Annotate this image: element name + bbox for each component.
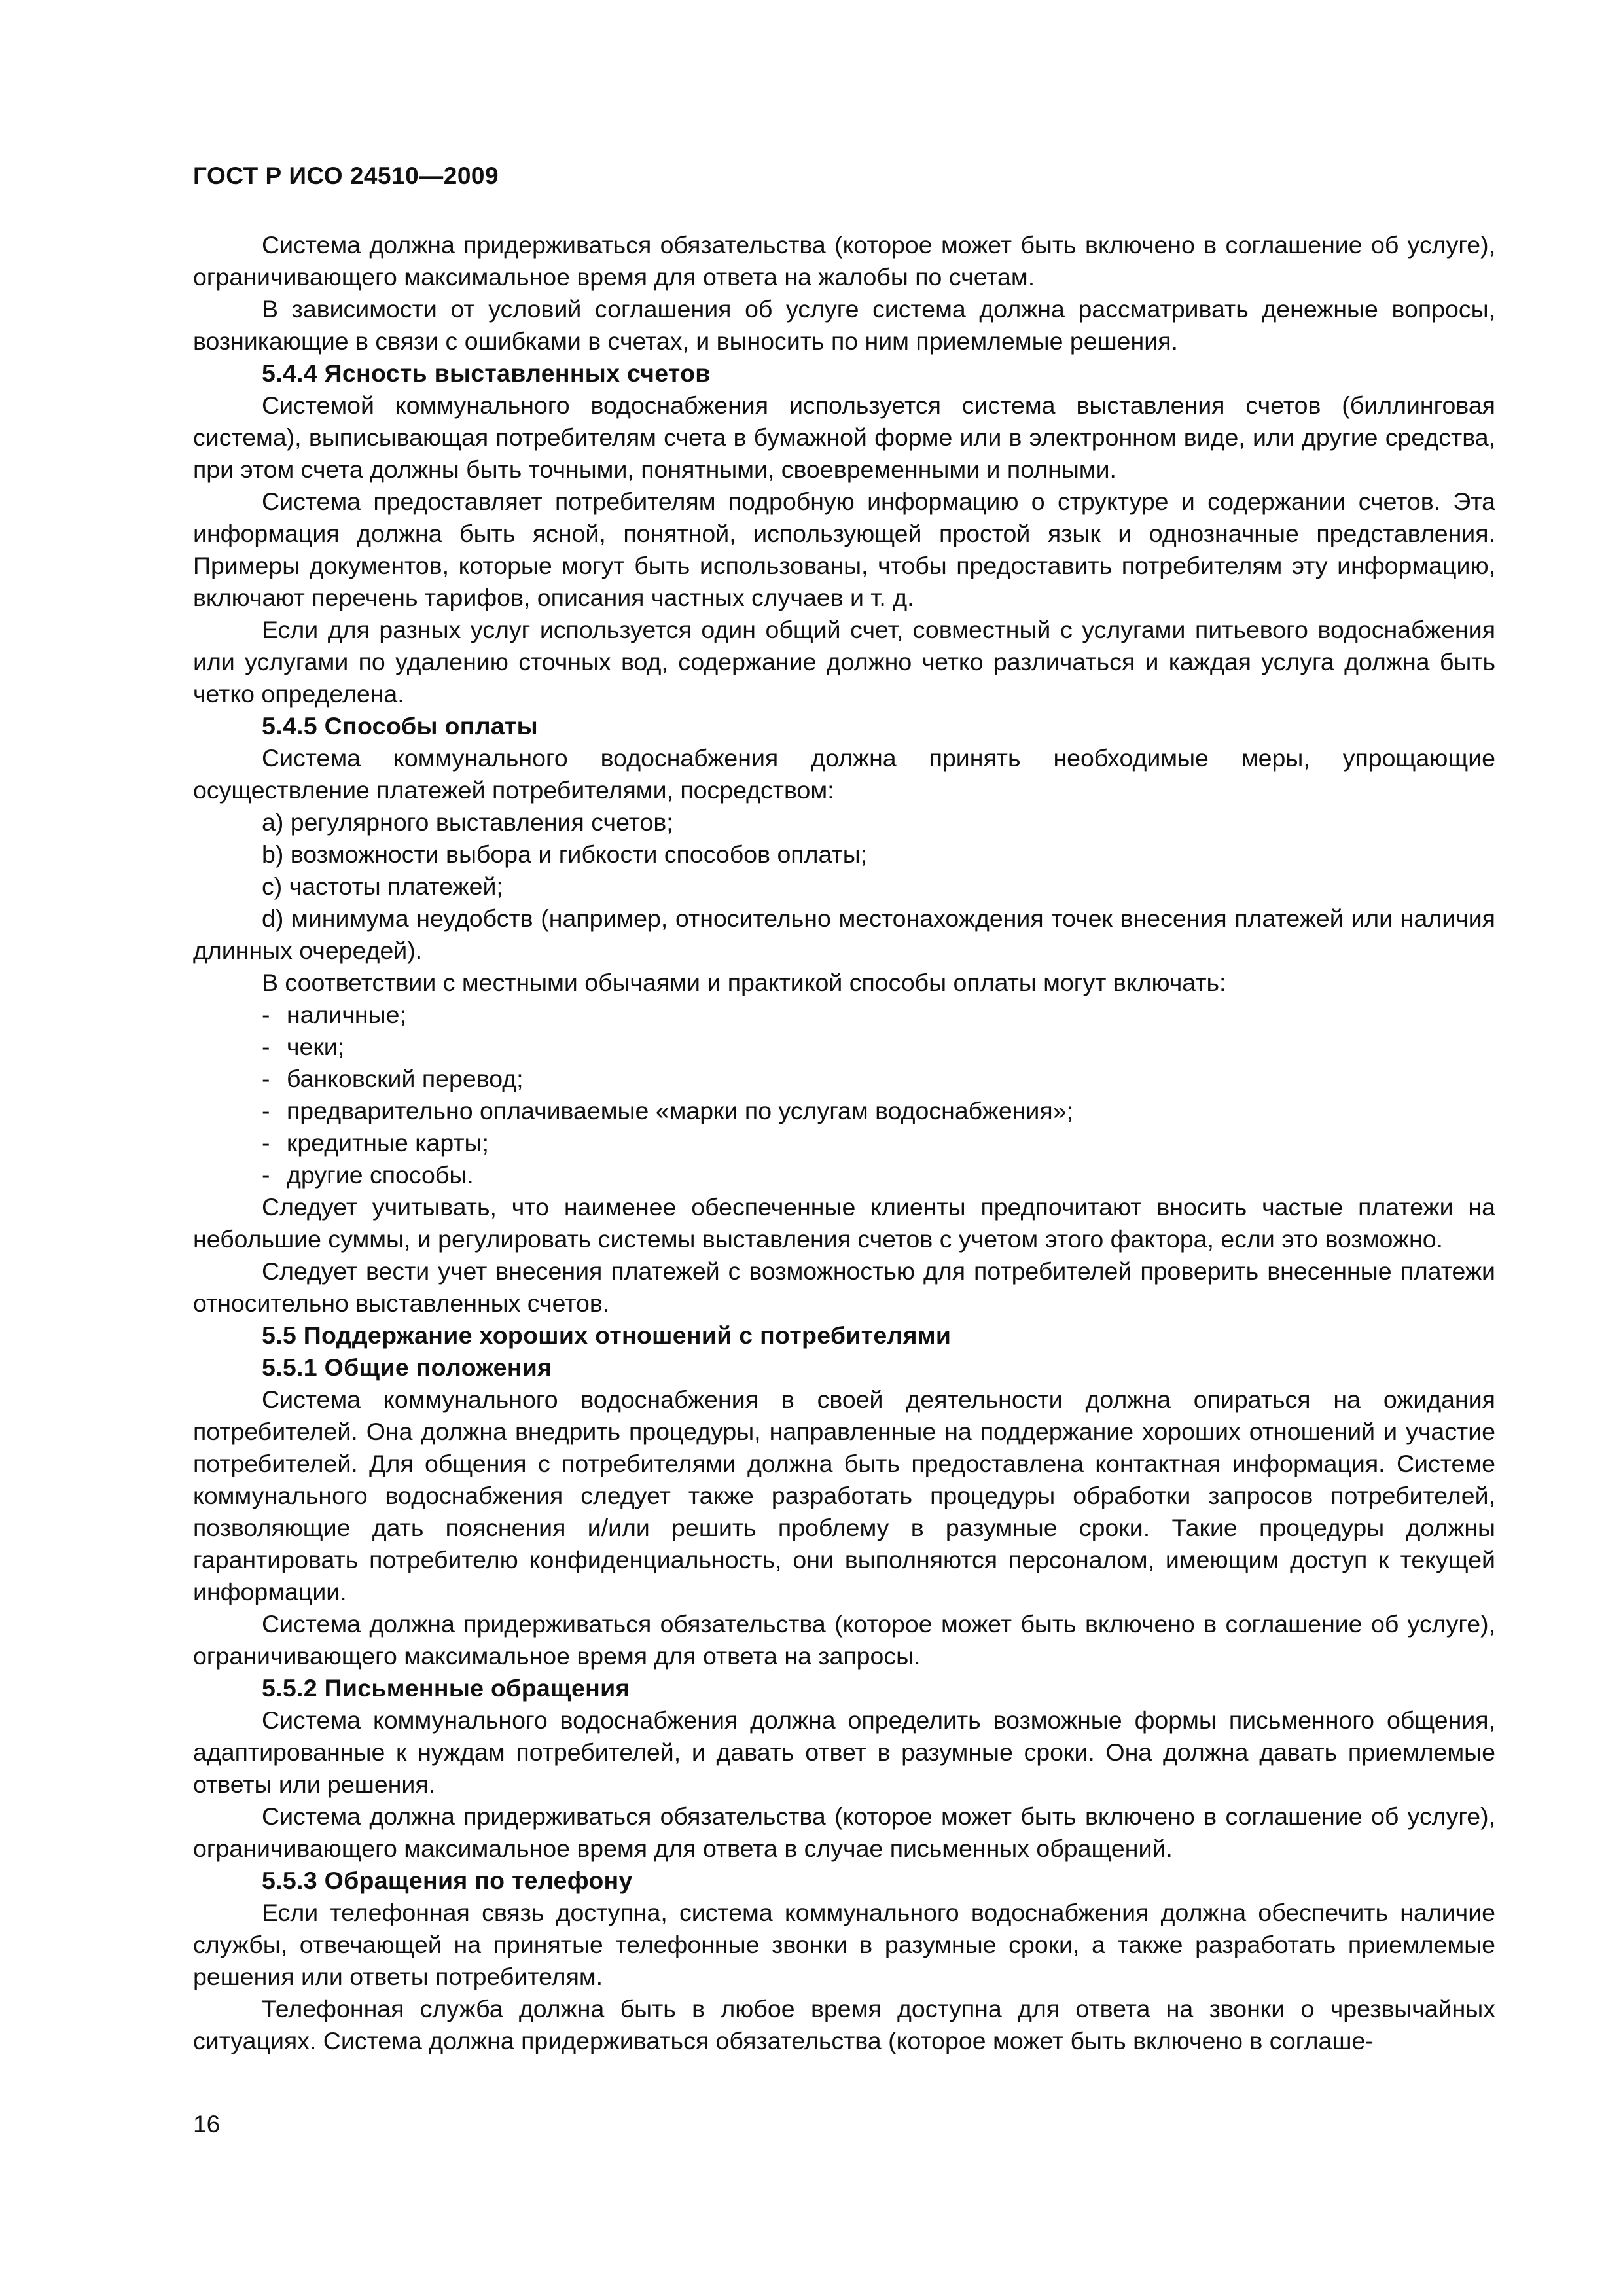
paragraph: Система должна придерживаться обязательства (которое может быть включено в соглашение об услуге), ограничивающего максимальное время для ответа на жалобы по счетам. [193, 231, 1495, 291]
section-heading: 5.4.5 Способы оплаты [262, 712, 538, 740]
bullet-item-text: предварительно оплачиваемые «марки по услугам водоснабжения»; [287, 1097, 1073, 1124]
paragraph: В зависимости от условий соглашения об услуге система должна рассматривать денежные вопросы, возникающие в связи с ошибками в счетах, и выносить по ним приемлемые решения. [193, 295, 1495, 355]
section-heading: 5.5.2 Письменные обращения [262, 1674, 630, 1702]
dash-bullet-icon: - [262, 1161, 270, 1189]
paragraph: Системой коммунального водоснабжения используется система выставления счетов (биллинговая система), выписывающая потребителям счета в бумажной форме или в электронном виде, или другие средства, при этом счета должны быть точными, понятными, своевременными и полными. [193, 391, 1495, 483]
paragraph: Если для разных услуг используется один общий счет, совместный с услугами питьевого водоснабжения или услугами по удалению сточных вод, содержание должно четко различаться и каждая услуга должна быть четко определена. [193, 616, 1495, 708]
paragraph: Следует учитывать, что наименее обеспеченные клиенты предпочитают вносить частые платежи на небольшие суммы, и регулировать системы выставления счетов с учетом этого фактора, если это возможно. [193, 1193, 1495, 1253]
bullet-item [193, 1127, 1495, 1159]
paragraph: Система коммунального водоснабжения должна определить возможные формы письменного общения, адаптированные к нуждам потребителей, и давать ответ в разумные сроки. Она должна давать приемлемые ответы или решения. [193, 1706, 1495, 1798]
section-heading: 5.5 Поддержание хороших отношений с потребителями [262, 1321, 952, 1349]
paragraph: Телефонная служба должна быть в любое время доступна для ответа на звонки о чрезвычайных ситуациях. Система должна придерживаться обязательства (которое может быть включено в соглаше- [193, 1995, 1495, 2054]
bullet-item [193, 1063, 1495, 1095]
bullet-item-text: наличные; [287, 1001, 406, 1028]
paragraph: Система коммунального водоснабжения должна принять необходимые меры, упрощающие осуществление платежей потребителями, посредством: [193, 744, 1495, 804]
paragraph: d) минимума неудобств (например, относительно местонахождения точек внесения платежей или наличия длинных очередей). [193, 905, 1495, 964]
paragraph: Если телефонная связь доступна, система коммунального водоснабжения должна обеспечить наличие службы, отвечающей на принятые телефонные звонки в разумные сроки, а также разработать приемлемые решения или ответы потребителям. [193, 1899, 1495, 1990]
paragraph: Система предоставляет потребителям подробную информацию о структуре и содержании счетов. Эта информация должна быть ясной, понятной, использующей простой язык и однозначные представления. Примеры документов, которые могут быть использованы, чтобы предоставить потребителям эту информацию, включают перечень тарифов, описания частных случаев и т. д. [193, 488, 1495, 611]
standard-title: ГОСТ Р ИСО 24510—2009 [193, 162, 499, 189]
section-heading: 5.4.4 Ясность выставленных счетов [262, 359, 711, 387]
section-heading: 5.5.1 Общие положения [262, 1354, 552, 1381]
bullet-item-text: чеки; [287, 1033, 345, 1060]
bullet-item-text: кредитные карты; [287, 1129, 489, 1157]
paragraph: Система коммунального водоснабжения в своей деятельности должна опираться на ожидания потребителей. Она должна внедрить процедуры, направленные на поддержание хороших отношений и участие потребителей. Для общения с потребителями должна быть предоставлена контактная информация. Системе коммунального водоснабжения следует также разработать процедуры обработки запросов потребителей, позволяющие дать пояснения и/или решить проблему в разумные сроки. Такие процедуры должны гарантировать потребителю конфиденциальность, они выполняются персоналом, имеющим доступ к текущей информации. [193, 1386, 1495, 1605]
dash-bullet-icon: - [262, 1001, 270, 1028]
bullet-item [193, 1031, 1495, 1063]
dash-bullet-icon: - [262, 1033, 270, 1060]
page-number: 16 [193, 2111, 221, 2138]
list-item: b) возможности выбора и гибкости способов оплаты; [262, 840, 868, 868]
document-body [193, 229, 1495, 2057]
paragraph: Система должна придерживаться обязательства (которое может быть включено в соглашение об услуге), ограничивающего максимальное время для ответа в случае письменных обращений. [193, 1803, 1495, 1862]
section-heading: 5.5.3 Обращения по телефону [262, 1867, 633, 1894]
bullet-item [193, 1095, 1495, 1127]
paragraph: Следует вести учет внесения платежей с возможностью для потребителей проверить внесенные платежи относительно выставленных счетов. [193, 1257, 1495, 1317]
list-item: c) частоты платежей; [262, 872, 503, 900]
dash-bullet-icon: - [262, 1129, 270, 1157]
paragraph: Система должна придерживаться обязательства (которое может быть включено в соглашение об услуге), ограничивающего максимальное время для ответа на запросы. [193, 1610, 1495, 1670]
dash-bullet-icon: - [262, 1065, 270, 1092]
bullet-item-text: другие способы. [287, 1161, 474, 1189]
dash-bullet-icon: - [262, 1097, 270, 1124]
bullet-item-text: банковский перевод; [287, 1065, 524, 1092]
bullet-item [193, 1159, 1495, 1191]
paragraph: В соответствии с местными обычаями и практикой способы оплаты могут включать: [262, 969, 1226, 996]
list-item: a) регулярного выставления счетов; [262, 808, 673, 836]
bullet-item [193, 999, 1495, 1031]
